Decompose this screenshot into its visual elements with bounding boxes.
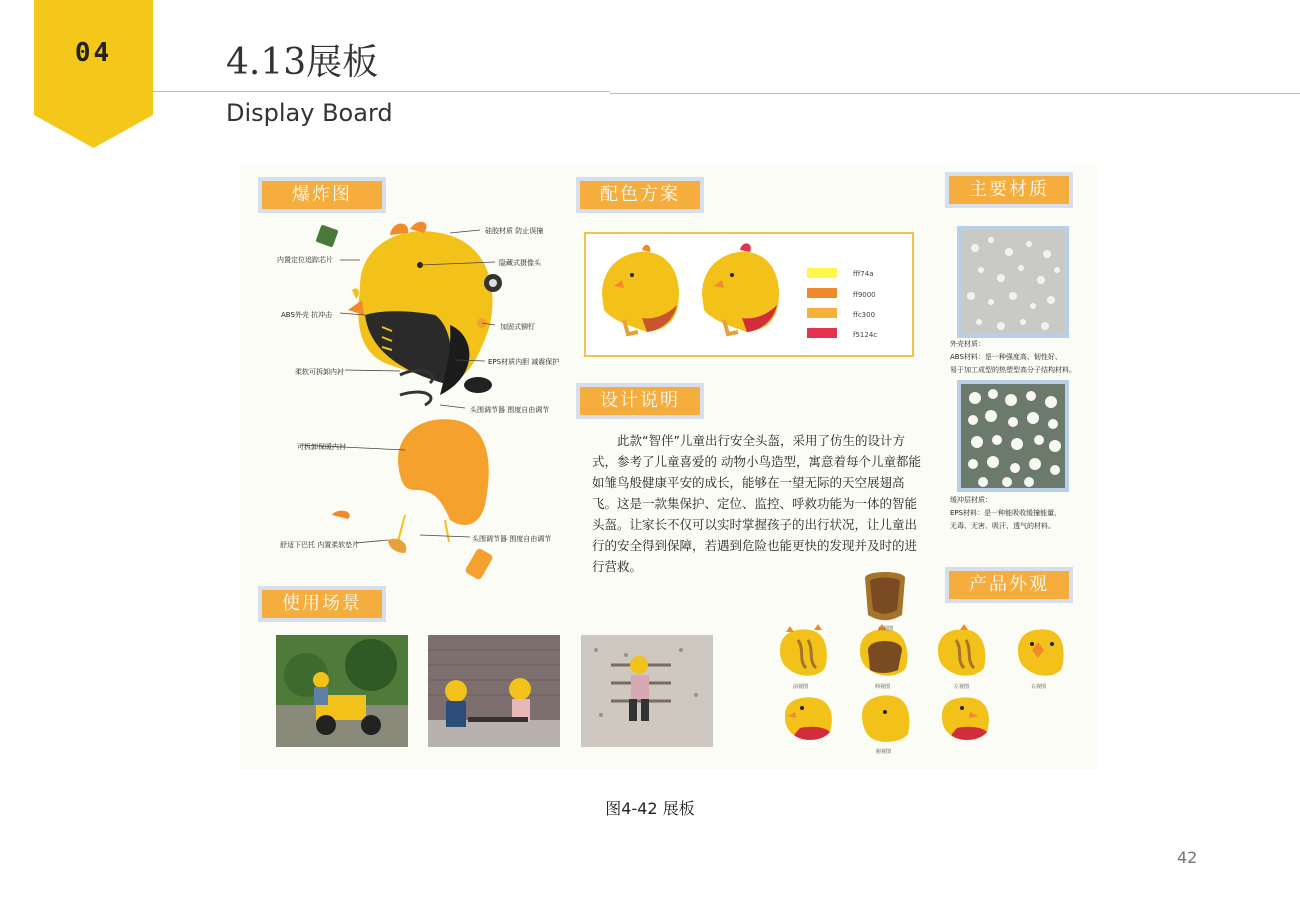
color-swatch: [807, 308, 837, 318]
color-swatch: [807, 328, 837, 338]
eps-material-image: [957, 380, 1069, 492]
callout-label: 头围调节器 围度自由调节: [470, 406, 550, 414]
product-label: 产品外观: [949, 571, 1069, 599]
color-swatch: [807, 288, 837, 298]
design-description: [592, 430, 922, 577]
swatch-label: ff9000: [853, 291, 876, 299]
swatch-label: fff74a: [853, 270, 874, 278]
eps-material-text: 缓冲层材质： EPS材料：是一种能吸收缓撞能量， 无毒、无害、吸汗、透气的材料。: [950, 496, 1062, 530]
page-number: 42: [1177, 848, 1198, 867]
view-label: 仰视图: [875, 684, 891, 690]
material-label: 主要材质: [949, 176, 1069, 204]
palette-helmets: [592, 240, 792, 346]
color-swatch: [807, 268, 837, 278]
view-label: 前视图: [793, 684, 809, 690]
swatch-label: f5124c: [853, 331, 878, 339]
callout-label: EPS材质内胆 减震保护: [488, 358, 560, 366]
scene-photo-seesaw: [428, 635, 560, 747]
view-label: 后视图: [878, 626, 894, 632]
figure-caption: 图4-42 展板: [605, 799, 695, 818]
callout-label: 硅胶材质 防止误撞: [485, 227, 544, 235]
scene-photo-climbing: [581, 635, 713, 747]
design-label: 设计说明: [580, 387, 700, 415]
abs-material-image: [957, 226, 1069, 338]
callout-label: 隐藏式摄像头: [499, 259, 541, 267]
header-rule: [610, 93, 1300, 94]
chapter-tab: [34, 0, 153, 148]
product-views: [770, 570, 1070, 765]
scene-photo-kart: [276, 635, 408, 747]
design-text: 此款“智伴”儿童出行安全头盔，采用了仿生的设计方式，参考了儿童喜爱的 动物小鸟造型，寓意着每个儿童都能如雏鸟般健康平安的成长，能够在一望无际的天空展翅高飞。这是一款集保护、定位、监控、呼救功能为一体的智能头盔。让家长不仅可以实时掌握孩子的出行状况，让儿童出行的安全得到保障，若遇到危险也能更快的发现并及时的进行营救。: [592, 433, 921, 574]
callout-label: 内置定位追踪芯片: [277, 256, 333, 264]
page-title: 4.13展板: [226, 42, 379, 83]
scene-label: 使用场景: [262, 590, 382, 618]
callout-label: ABS外壳 抗冲击: [281, 311, 333, 319]
explode-label: 爆炸图: [262, 181, 382, 209]
palette-label: 配色方案: [580, 181, 700, 209]
page-subtitle: Display Board: [226, 99, 393, 127]
abs-material-text: 外壳材质： ABS材料：是一种强度高、韧性好、 易于加工成型的热塑型高分子结构材料。: [950, 340, 1076, 374]
header-rule: [153, 91, 610, 92]
callout-label: 舒适下巴托 内置柔软垫片: [280, 541, 360, 549]
view-label: 俯视图: [876, 749, 892, 755]
callout-label: 头围调节器 围度自由调节: [472, 535, 552, 543]
swatch-label: ffc300: [853, 311, 876, 319]
view-label: 左视图: [954, 684, 970, 690]
callout-label: 可拆卸保暖内衬: [297, 443, 346, 451]
chapter-number: 04: [74, 38, 113, 68]
callout-label: 加固式铆钉: [500, 323, 535, 331]
callout-label: 柔软可拆卸内衬: [295, 368, 344, 376]
view-label: 右视图: [1031, 684, 1047, 690]
